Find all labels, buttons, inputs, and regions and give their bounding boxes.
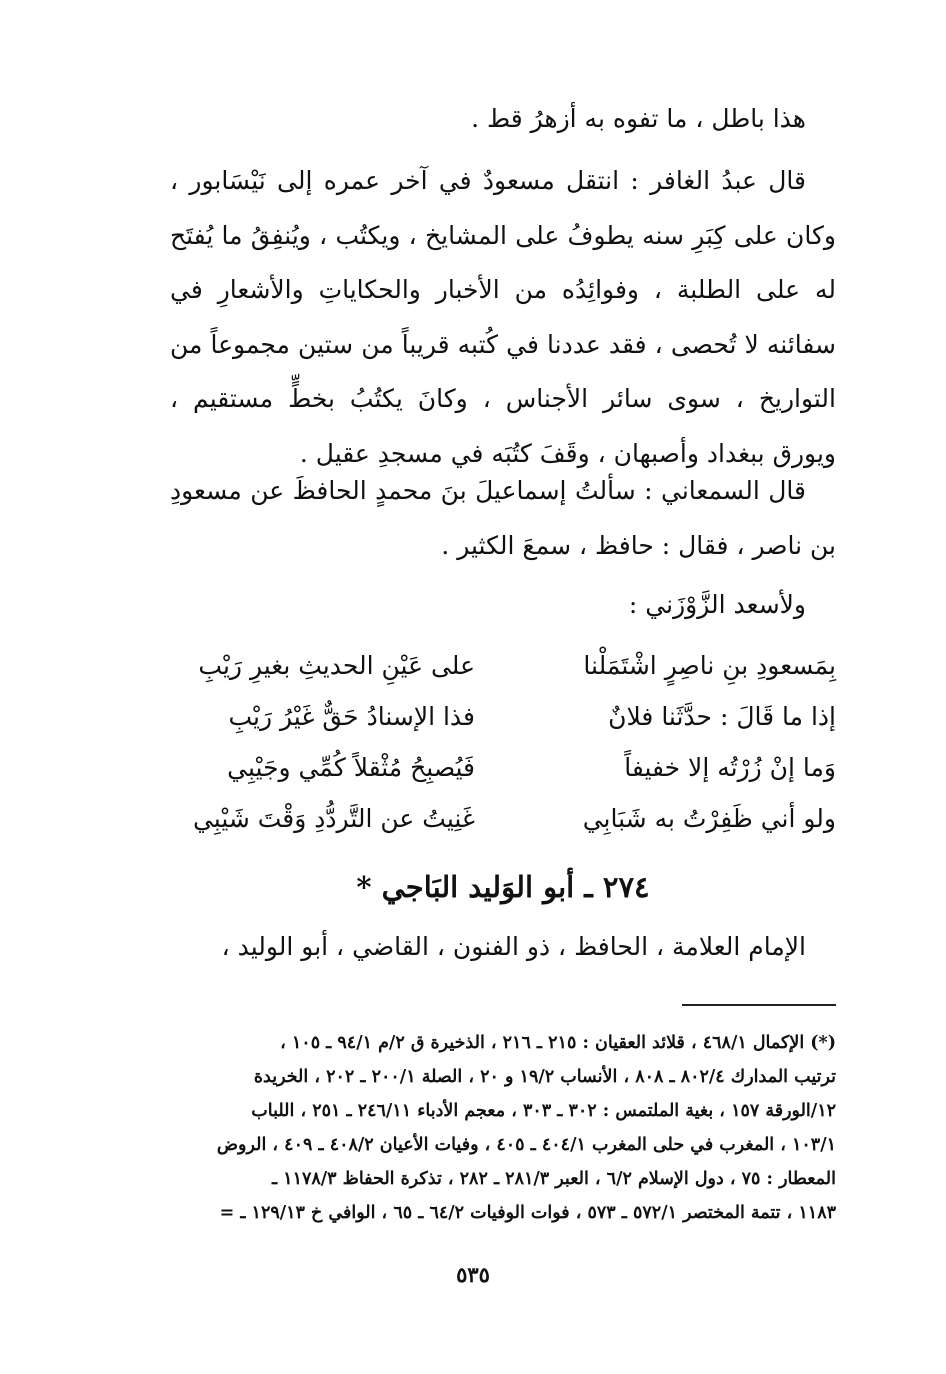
verse-3-first-hemistich: وَما إنْ زُرْتُه إلا خفيفاً (624, 753, 836, 782)
paragraph-1-text: هذا باطل ، ما تفوه به أزهرُ قط . (471, 104, 806, 133)
paragraph-1 (170, 92, 836, 147)
footnotes (155, 1026, 836, 1230)
paragraph-4-text: ولأسعد الزَّوْزَني : (628, 590, 806, 619)
intro-text: الإمام العلامة ، الحافظ ، ذو الفنون ، القاضي ، أبو الوليد ، (221, 932, 806, 961)
verse-4-first-hemistich: ولو أني ظَفِرْتُ به شَبَابِي (582, 804, 836, 833)
footnote-line-6: ١١٨٣ ، تتمة المختصر ٥٧٢/١ ـ ٥٧٣ ، فوات الوفيات ٦٤/٢ ـ ٦٥ ، الوافي خ ١٢٩/١٣ ـ = (219, 1203, 836, 1223)
footnote-separator (682, 1004, 836, 1006)
verse-3 (170, 742, 836, 793)
footnote-line-3: ١٢/الورقة ١٥٧ ، بغية الملتمس : ٣٠٢ ـ ٣٠٣ ، معجم الأدباء ٢٤٦/١١ ـ ٢٥١ ، اللباب (251, 1101, 836, 1121)
intro-paragraph (170, 920, 836, 975)
section-heading: ٢٧٤ ـ أبو الوَليد البَاجي * (356, 870, 650, 904)
paragraph-2 (170, 154, 836, 481)
page-number: ٥٣٥ (456, 1262, 490, 1287)
paragraph-2-text: قال عبدُ الغافر : انتقل مسعودٌ في آخر عمره إلى نَيْسَابور ، وكان على كِبَرِ سنه يطوفُ على المشايخ ، ويكتُب ، ويُنفِقُ ما يُفتَح له على الطلبة ، وفوائِدُه من الأخبار والحكاياتِ والأشعارِ في سفائنه لا تُحصى ، فقد عددنا في كُتبه قريباً من ستين مجموعاً من التواريخ ، سوى سائر الأجناس ، وكانَ يكتُبُ بخطٍّ مستقيم ، ويورق ببغداد وأصبهان ، وقَفَ كتُبَه في مسجدِ عقيل . (170, 166, 836, 468)
verse-1 (170, 640, 836, 691)
poem (170, 640, 836, 844)
verse-2-second-hemistich: فذا الإسنادُ حَقٌّ غَيْرُ رَيْبِ (228, 702, 475, 731)
footnote-line-4: ١٠٣/١ ، المغرب في حلى المغرب ٤٠٤/١ ـ ٤٠٥ ، وفيات الأعيان ٤٠٨/٢ ـ ٤٠٩ ، الروض (216, 1135, 836, 1155)
paragraph-4 (170, 578, 836, 633)
verse-4 (170, 793, 836, 844)
verse-1-second-hemistich: على عَيْنِ الحديثِ بغيرِ رَيْبِ (198, 651, 475, 680)
verse-1-first-hemistich: بِمَسعودِ بنِ ناصِرٍ اشْتَمَلْنا (583, 651, 836, 680)
verse-3-second-hemistich: فَيُصبِحُ مُثْقلاً كُمِّي وجَيْبِي (227, 753, 475, 782)
paragraph-3-text: قال السمعاني : سألتُ إسماعيلَ بنَ محمدٍ الحافظَ عن مسعودِ بن ناصر ، فقال : حافظ ، سمعَ الكثير . (170, 476, 836, 560)
footnote-line-5: المعطار : ٧٥ ، دول الإسلام ٦/٢ ، العبر ٢٨١/٣ ـ ٢٨٢ ، تذكرة الحفاظ ١١٧٨/٣ ـ (271, 1169, 836, 1189)
verse-2-first-hemistich: إذا ما قَالَ : حدَّثَنا فلانٌ (608, 702, 836, 731)
footnote-line-1: (*) الإكمال ٤٦٨/١ ، قلائد العقيان : ٢١٥ ـ ٢١٦ ، الذخيرة ق ٢/م ٩٤/١ ـ ١٠٥ ، (280, 1033, 836, 1053)
footnote-line-2: ترتيب المدارك ٨٠٢/٤ ـ ٨٠٨ ، الأنساب ١٩/٢ و ٢٠ ، الصلة ٢٠٠/١ ـ ٢٠٢ ، الخريدة (253, 1067, 836, 1087)
verse-2 (170, 691, 836, 742)
paragraph-3 (170, 464, 836, 573)
verse-4-second-hemistich: غَنِيتُ عن التَّردُّدِ وَقْتَ شَيْبِي (192, 804, 475, 833)
